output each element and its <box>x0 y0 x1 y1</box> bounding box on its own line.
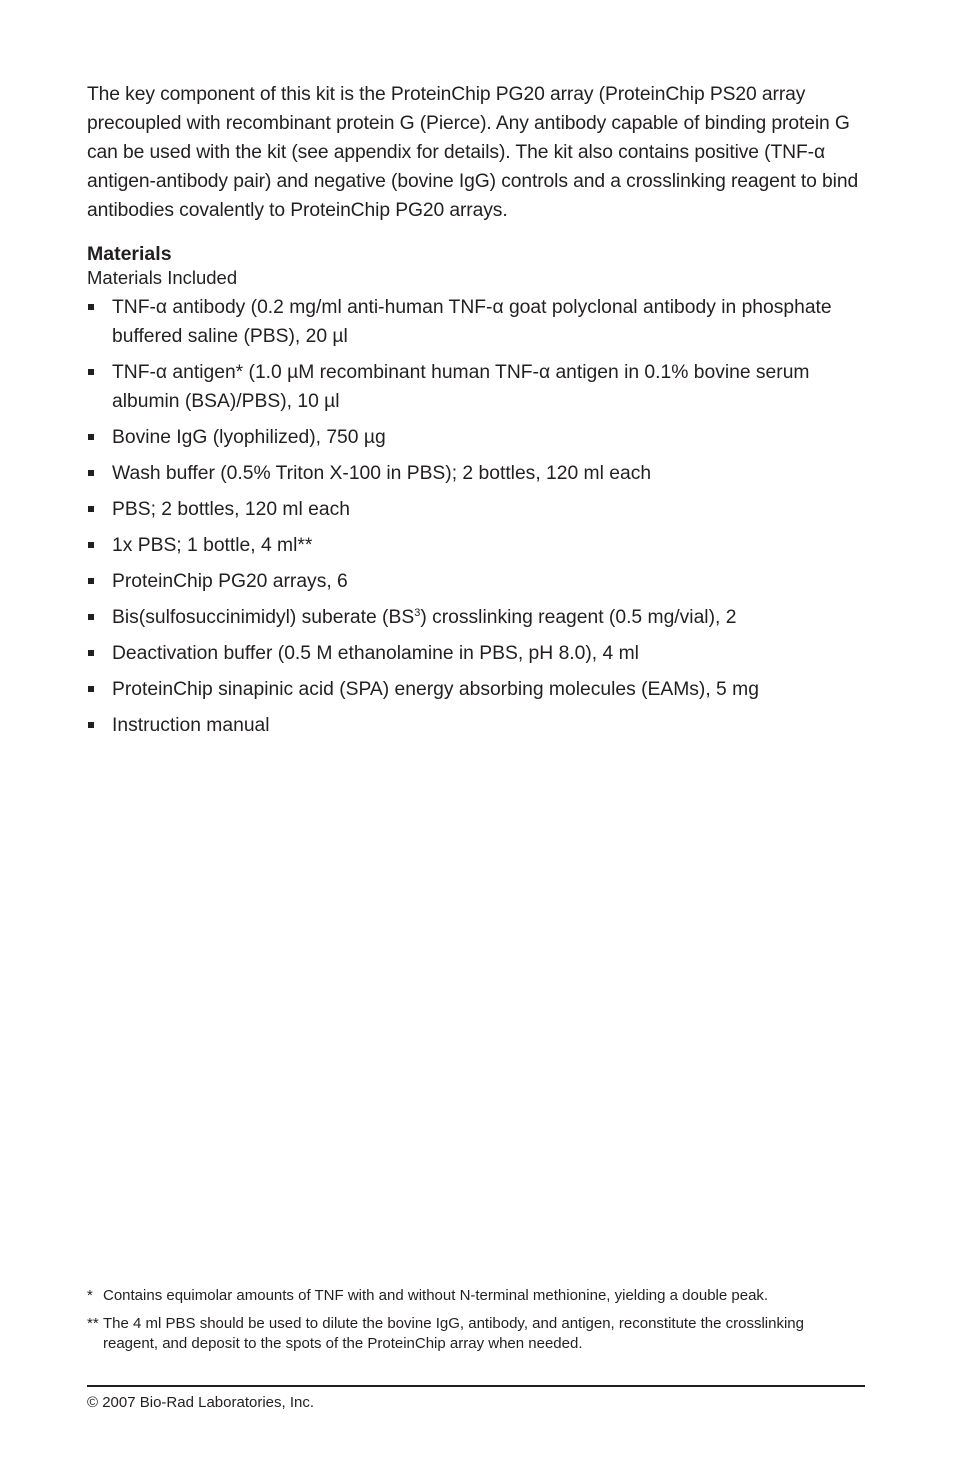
square-bullet-icon <box>88 506 94 512</box>
square-bullet-icon <box>88 542 94 548</box>
square-bullet-icon <box>88 304 94 310</box>
footer-divider <box>87 1385 865 1387</box>
list-item-text: Wash buffer (0.5% Triton X-100 in PBS); 2 bottles, 120 ml each <box>112 463 652 484</box>
square-bullet-icon <box>88 650 94 656</box>
list-item <box>87 459 867 488</box>
list-item <box>87 495 867 524</box>
list-item-text: ProteinChip PG20 arrays, 6 <box>112 571 348 592</box>
list-item-text: PBS; 2 bottles, 120 ml each <box>112 499 350 520</box>
list-item <box>87 293 867 351</box>
materials-heading: Materials <box>87 243 172 265</box>
list-item-text: Bovine IgG (lyophilized), 750 µg <box>112 427 386 448</box>
list-item <box>87 358 867 416</box>
list-item <box>87 531 867 560</box>
footnote <box>87 1286 847 1306</box>
square-bullet-icon <box>88 686 94 692</box>
superscript: 3 <box>414 607 421 619</box>
square-bullet-icon <box>88 470 94 476</box>
footnote <box>87 1314 847 1354</box>
list-item-text: TNF-α antibody (0.2 mg/ml anti-human TNF-α goat polyclonal antibody in phosphate buffered saline (PBS), 20 µl <box>112 297 832 347</box>
list-item-text-post: ) crosslinking reagent (0.5 mg/vial), 2 <box>420 607 737 628</box>
footnote-text: Contains equimolar amounts of TNF with and without N-terminal methionine, yielding a double peak. <box>103 1287 769 1304</box>
list-item-text-pre: Bis(sulfosuccinimidyl) suberate (BS <box>112 607 415 628</box>
intro-paragraph: The key component of this kit is the ProteinChip PG20 array (ProteinChip PS20 array precoupled with recombinant protein G (Pierce). Any antibody capable of binding protein G can be used with the kit (see appendix for details). The kit also contains positive (TNF-α antigen-antibody pair) and negative (bovine IgG) controls and a crosslinking reagent to bind antibodies covalently to ProteinChip PG20 arrays. <box>87 84 859 221</box>
list-item-text: Instruction manual <box>112 715 270 736</box>
materials-list <box>87 293 867 747</box>
list-item <box>87 639 867 668</box>
list-item-text: 1x PBS; 1 bottle, 4 ml** <box>112 535 313 556</box>
list-item-text: ProteinChip sinapinic acid (SPA) energy absorbing molecules (EAMs), 5 mg <box>112 679 759 700</box>
footnote-mark: ** <box>87 1315 99 1332</box>
list-item <box>87 423 867 452</box>
list-item <box>87 567 867 596</box>
copyright-notice: © 2007 Bio-Rad Laboratories, Inc. <box>87 1394 315 1411</box>
footnote-mark: * <box>87 1287 93 1304</box>
square-bullet-icon <box>88 434 94 440</box>
footnote-text: The 4 ml PBS should be used to dilute the bovine IgG, antibody, and antigen, reconstitute the crosslinking reagent, and deposit to the spots of the ProteinChip array when needed. <box>103 1315 804 1352</box>
footnotes <box>87 1286 847 1362</box>
list-item <box>87 711 867 740</box>
list-item-text: TNF-α antigen* (1.0 µM recombinant human TNF-α antigen in 0.1% bovine serum albumin (BSA)/PBS), 10 µl <box>112 362 810 412</box>
list-item-text: Deactivation buffer (0.5 M ethanolamine in PBS, pH 8.0), 4 ml <box>112 643 639 664</box>
list-item <box>87 603 867 632</box>
square-bullet-icon <box>88 578 94 584</box>
square-bullet-icon <box>88 722 94 728</box>
square-bullet-icon <box>88 614 94 620</box>
list-item <box>87 675 867 704</box>
square-bullet-icon <box>88 369 94 375</box>
materials-included-subheading: Materials Included <box>87 267 238 288</box>
